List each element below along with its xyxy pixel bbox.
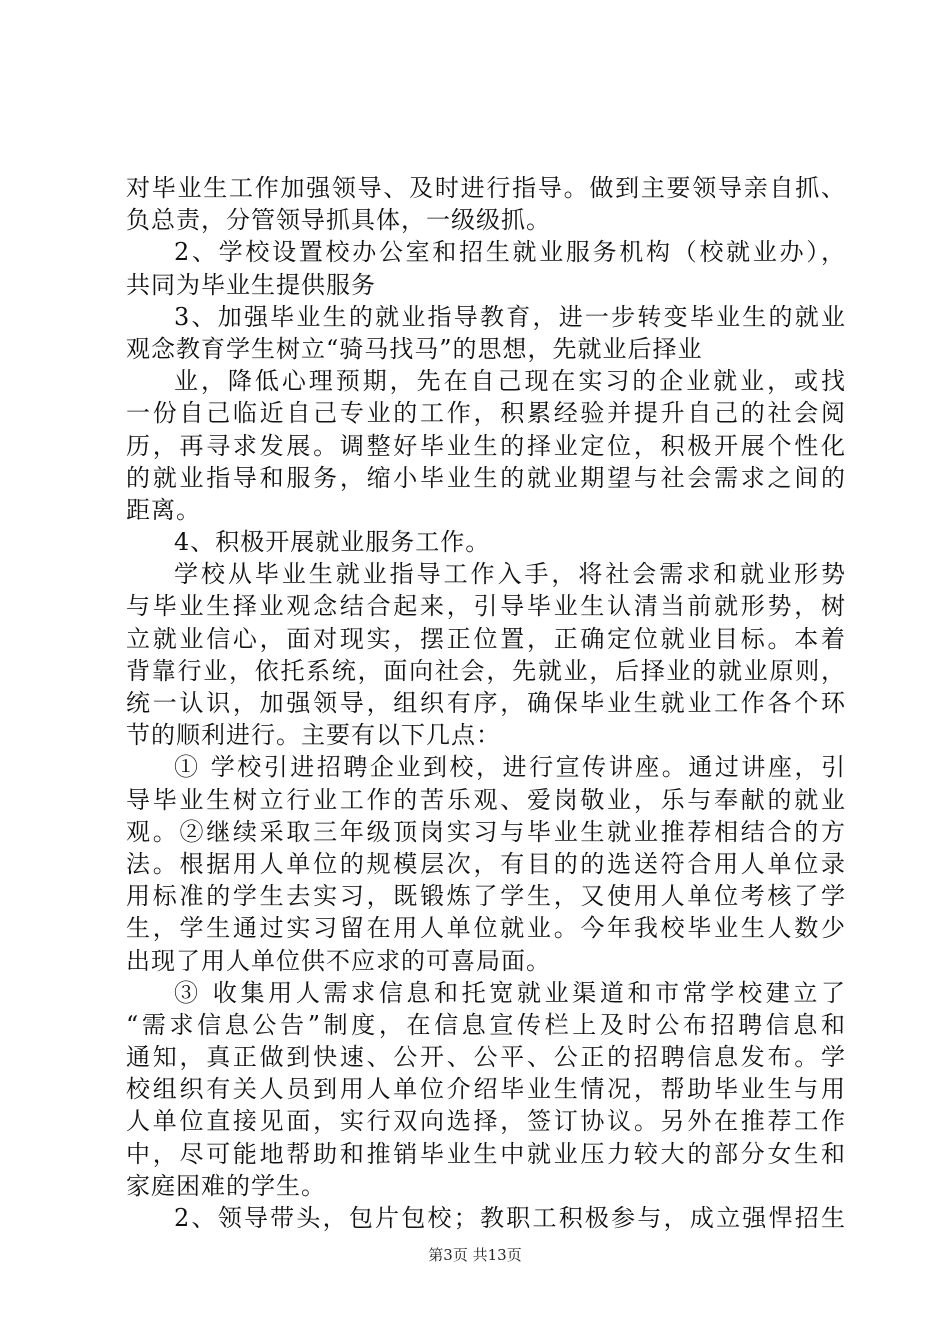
text-line: 历，再寻求发展。调整好毕业生的择业定位，积极开展个性化 (126, 431, 846, 460)
text-line: 3、加强毕业生的就业指导教育，进一步转变毕业生的就业 (174, 302, 846, 331)
text-line: “需求信息公告”制度，在信息宣传栏上及时公布招聘信息和 (126, 1010, 846, 1039)
text-line: ③ 收集用人需求信息和托宽就业渠道和市常学校建立了 (174, 978, 846, 1007)
text-line: 法。根据用人单位的规模层次，有目的的选送符合用人单位录 (126, 849, 846, 878)
text-line: 校组织有关人员到用人单位介绍毕业生情况，帮助毕业生与用 (126, 1075, 846, 1104)
text-line: 一份自己临近自己专业的工作，积累经验并提升自己的社会阅 (126, 399, 846, 428)
text-line: 出现了用人单位供不应求的可喜局面。 (126, 946, 551, 975)
text-line: 业，降低心理预期，先在自己现在实习的企业就业，或找 (174, 367, 846, 396)
text-line: 家庭困难的学生。 (126, 1171, 326, 1200)
text-line: 中，尽可能地帮助和推销毕业生中就业压力较大的部分女生和 (126, 1139, 846, 1168)
text-line: ① 学校引进招聘企业到校，进行宣传讲座。通过讲座，引 (174, 753, 846, 782)
text-line: 4、积极开展就业服务工作。 (174, 528, 491, 557)
text-line: 通知，真正做到快速、公开、公平、公正的招聘信息发布。学 (126, 1043, 846, 1072)
text-line: 共同为毕业生提供服务 (126, 270, 376, 299)
text-line: 生，学生通过实习留在用人单位就业。今年我校毕业生人数少 (126, 914, 846, 943)
text-line: 负总责，分管领导抓具体，一级级抓。 (126, 206, 551, 235)
text-line: 与毕业生择业观念结合起来，引导毕业生认清当前就形势，树 (126, 592, 846, 621)
text-line: 的就业指导和服务，缩小毕业生的就业期望与社会需求之间的 (126, 463, 846, 492)
page-footer: 第3页 共13页 (428, 1246, 522, 1264)
text-line: 导毕业生树立行业工作的苦乐观、爱岗敬业，乐与奉献的就业 (126, 785, 846, 814)
text-line: 学校从毕业生就业指导工作入手，将社会需求和就业形势 (174, 560, 846, 589)
text-line: 用标准的学生去实习，既锻炼了学生，又使用人单位考核了学 (126, 882, 846, 911)
body-text (126, 172, 846, 1234)
text-line: 人单位直接见面，实行双向选择，签订协议。另外在推荐工作 (126, 1107, 846, 1136)
text-line: 2、学校设置校办公室和招生就业服务机构（校就业办）， (174, 238, 846, 267)
text-line: 距离。 (126, 495, 201, 524)
text-line: 2、领导带头，包片包校；教职工积极参与，成立强悍招生 (174, 1204, 846, 1232)
text-line: 背靠行业，依托系统，面向社会，先就业，后择业的就业原则， (126, 656, 846, 685)
text-line: 观念教育学生树立“骑马找马”的思想，先就业后择业 (126, 334, 703, 363)
text-line: 立就业信心，面对现实，摆正位置，正确定位就业目标。本着 (126, 624, 846, 653)
text-line: 统一认识，加强领导，组织有序，确保毕业生就业工作各个环 (126, 689, 846, 717)
text-line: 对毕业生工作加强领导、及时进行指导。做到主要领导亲自抓、 (126, 174, 846, 202)
text-line: 节的顺利进行。主要有以下几点： (126, 721, 501, 750)
text-line: 观。②继续采取三年级顶岗实习与毕业生就业推荐相结合的方 (126, 817, 846, 846)
